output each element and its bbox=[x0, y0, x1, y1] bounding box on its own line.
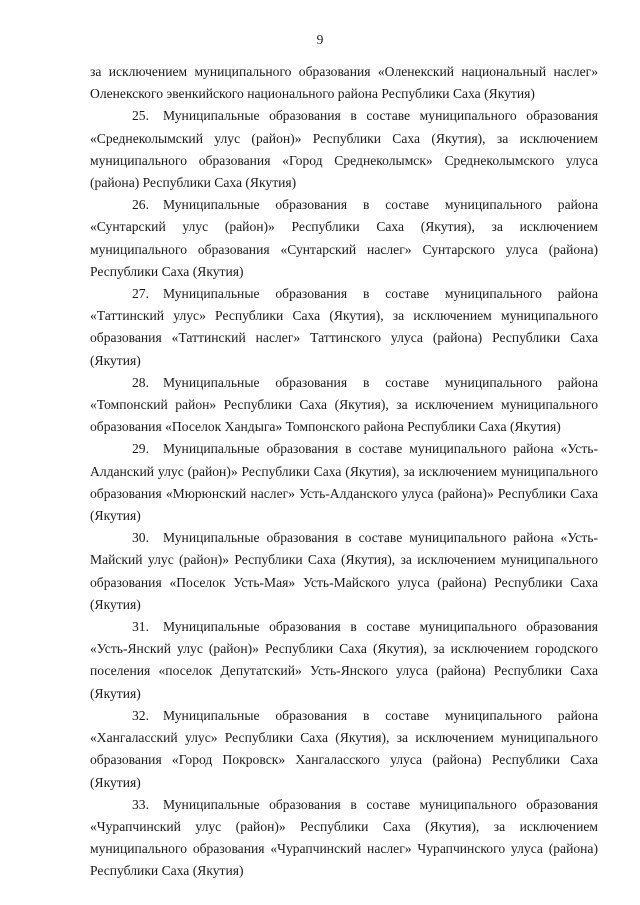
item-number: 29. bbox=[132, 441, 149, 457]
list-item-27 bbox=[90, 283, 598, 372]
list-item-30 bbox=[90, 527, 598, 616]
list-item-33 bbox=[90, 794, 598, 883]
list-item-28 bbox=[90, 372, 598, 439]
item-number: 27. bbox=[132, 286, 149, 302]
item-text: Муниципальные образования в составе муниципального образования «Чурапчинский улус (район)» Республики Саха (Якутия), за исключением муниципального образования «Чурапчинский наслег» Чурапчинского улуса (района) Республики Саха (Якутия) bbox=[90, 796, 598, 879]
item-text: Муниципальные образования в составе муниципального района «Усть-Алданский улус (район)» Республики Саха (Якутия), за исключением муниципального образования «Мюрюнский наслег» Усть-Алданского улуса (района)» Республики Саха (Якутия) bbox=[90, 441, 598, 524]
list-item-25 bbox=[90, 105, 598, 194]
item-text: Муниципальные образования в составе муниципального района «Таттинский улус» Республики Саха (Якутия), за исключением муниципального образования «Таттинский наслег» Таттинского улуса (района) Республики Саха (Якутия) bbox=[90, 286, 598, 368]
list-item-29 bbox=[90, 438, 598, 527]
item-text: Муниципальные образования в составе муниципального района «Сунтарский улус (район)» Республики Саха (Якутия), за исключением муниципального образования «Сунтарский наслег» Сунтарского улуса (района) Республики Саха (Якутия) bbox=[90, 197, 598, 279]
item-text: Муниципальные образования в составе муниципального района «Хангаласский улус» Республики Саха (Якутия), за исключением муниципального образования «Город Покровск» Хангаласского улуса (района) Республики Саха (Якутия) bbox=[90, 707, 598, 790]
item-number: 30. bbox=[132, 530, 149, 546]
item-number: 33. bbox=[132, 796, 149, 812]
item-number: 28. bbox=[132, 374, 149, 390]
page-number: 9 bbox=[316, 32, 324, 47]
list-item-26 bbox=[90, 194, 598, 283]
item-text: Муниципальные образования в составе муниципального района «Томпонский район» Республики Саха (Якутия), за исключением муниципального образования «Поселок Хандыга» Томпонского района Республики Саха (Якутия) bbox=[90, 374, 598, 435]
item-number: 31. bbox=[132, 619, 149, 635]
item-text: Муниципальные образования в составе муниципального образования «Среднеколымский улус (район)» Республики Саха (Якутия), за исключением муниципального образования «Город Среднеколымск» Среднеколымского улуса (района) Республики Саха (Якутия) bbox=[90, 108, 598, 191]
item-number: 32. bbox=[132, 707, 149, 723]
document-body bbox=[90, 61, 598, 883]
item-text: Муниципальные образования в составе муниципального района «Усть-Майский улус (район)» Республики Саха (Якутия), за исключением муниципального образования «Поселок Усть-Мая» Усть-Майского улуса (района) Республики Саха (Якутия) bbox=[90, 530, 598, 612]
item-number: 25. bbox=[132, 108, 149, 124]
item-number: 26. bbox=[132, 197, 149, 213]
list-item-32 bbox=[90, 705, 598, 794]
list-item-31 bbox=[90, 616, 598, 705]
item-text: Муниципальные образования в составе муниципального образования «Усть-Янский улус (район)» Республики Саха (Якутия), за исключением городского поселения «поселок Депутатский» Усть-Янского улуса (района) Республики Саха (Якутия) bbox=[90, 619, 598, 701]
continuation-paragraph: за исключением муниципального образования «Оленекский национальный наслег» Оленекского эвенкийского национального района Республики Саха (Якутия) bbox=[90, 64, 598, 102]
